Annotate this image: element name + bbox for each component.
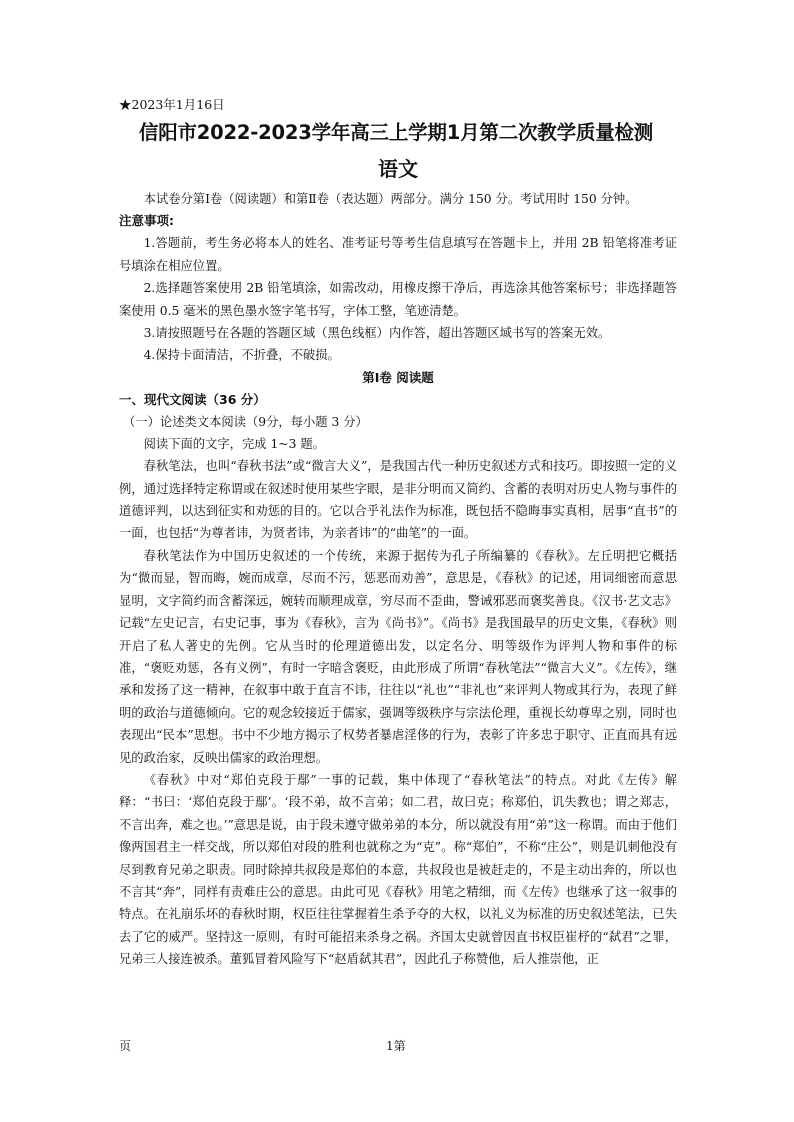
passage-paragraph: 春秋笔法，也叫“春秋书法”或“微言大义”，是我国古代一种历史叙述方式和技巧。即按照一定的义例，通过选择特定称谓或在叙述时使用某些字眼，是非分明而又简约、含蓄的表明对历史人物与事件的道德评判，以达到征实和劝惩的目的。它以合乎礼法作为标准，既包括不隐晦事实真相，居事“直书”的一面，也包括“为尊者讳，为贤者讳，为亲者讳”的“曲笔”的一面。	[119, 459, 677, 541]
passage-paragraph: 《春秋》中对“郑伯克段于鄢”一事的记载，集中体现了“春秋笔法”的特点。对此《左传》解释：“书曰：‘郑伯克段于鄢’。‘段不弟，故不言弟；如二君，故曰克；称郑伯，讥失教也；谓之郑志，不言出奔，难之也。’”意思是说，由于段未遵守做弟弟的本分，所以就没有用“弟”这一称谓。而由于他们像两国君主一样交战，所以郑伯对段的胜利也就称之为“克”。称“郑伯”，不称“庄公”，则是讥刺他没有尽到教育兄弟之职责。同时除掉共叔段是郑伯的本意，共叔段也是被赶走的，不是主动出奔的，所以也不言其“奔”，同样有责难庄公的意思。由此可见《春秋》用笔之精细，而《左传》也继承了这一叙事的特点。在礼崩乐坏的春秋时期，权臣往往掌握着生杀予夺的大权，以礼义为标准的历史叙述笔法，已失去了它的威严。坚持这一原则，有时可能招来杀身之祸。齐国太史就曾因直书权臣崔杼的“弑君”之罪，兄弟三人接连被杀。董狐冒着风险写下“赵盾弑其君”，因此孔子称赞他，后人推崇他，正	[119, 772, 677, 967]
subsection-heading: （一）论述类文本阅读（9分，每小题 3 分）	[123, 414, 368, 429]
reading-instruction: 阅读下面的文字，完成 1~3 题。	[143, 436, 325, 451]
section-heading: 一、现代文阅读（36 分）	[119, 391, 266, 407]
passage-paragraph: 春秋笔法作为中国历史叙述的一个传统，来源于据传为孔子所编纂的《春秋》。左丘明把它概括为“微而显，智而晦，婉而成章，尽而不污，惩恶而劝善”，意思是，《春秋》的记述，用词细密而意思显明，文字简约而含蓄深远，婉转而顺理成章，穷尽而不歪曲，警诫邪恶而褒奖善良。《汉书·艺文志》记载“左史记言，右史记事，事为《春秋》，言为《尚书》”。《尚书》是我国最早的历史文集，《春秋》则开启了私人著史的先例。它从当时的伦理道德出发，以定名分、明等级作为评判人物和事件的标准，“褒贬劝惩，各有义例”，有时一字暗含褒贬，由此形成了所谓“春秋笔法”“微言大义”。《左传》，继承和发扬了这一精神，在叙事中敢于直言不讳，往往以“礼也”“非礼也”来评判人物或其行为，表现了鲜明的政治与道德倾向。它的观念较接近于儒家，强调等级秩序与宗法伦理，重视长幼尊卑之别，同时也表现出“民本”思想。书中不少地方揭示了权势者暴虐淫侈的行为，表彰了许多忠于职守、正直而具有远见的政治家，反映出儒家的政治理想。	[119, 548, 677, 765]
footer-page-number: 1第	[386, 1039, 406, 1053]
part-heading: 第Ⅰ卷 阅读题	[362, 369, 434, 385]
notice-item: 1.答题前，考生务必将本人的姓名、准考证号等考生信息填写在答题卡上，并用 2B 铅笔将准考证号填涂在相应位置。	[119, 236, 677, 273]
notice-item: 3.请按照题号在各题的答题区域（黑色线框）内作答，超出答题区域书写的答案无效。	[143, 326, 611, 341]
notice-item: 4.保持卡面清洁，不折叠，不破损。	[143, 348, 340, 363]
page-footer	[0, 1037, 794, 1057]
exam-title: 信阳市2022-2023学年高三上学期1月第二次教学质量检测	[138, 121, 654, 144]
exam-intro: 本试卷分第Ⅰ卷（阅读题）和第Ⅱ卷（表达题）两部分。满分 150 分。考试用时 150 分钟。	[143, 192, 638, 206]
notice-item: 2.选择题答案使用 2B 铅笔填涂，如需改动，用橡皮擦干净后，再选涂其他答案标号；非选择题答案使用 0.5 毫米的黑色墨水签字笔书写，字体工整，笔迹清楚。	[119, 281, 677, 318]
footer-page-label: 页	[119, 1039, 132, 1053]
exam-page	[119, 96, 677, 971]
notice-heading: 注意事项:	[119, 213, 174, 229]
exam-date: ★2023年1月16日	[119, 97, 225, 112]
subject-title: 语文	[378, 157, 418, 181]
